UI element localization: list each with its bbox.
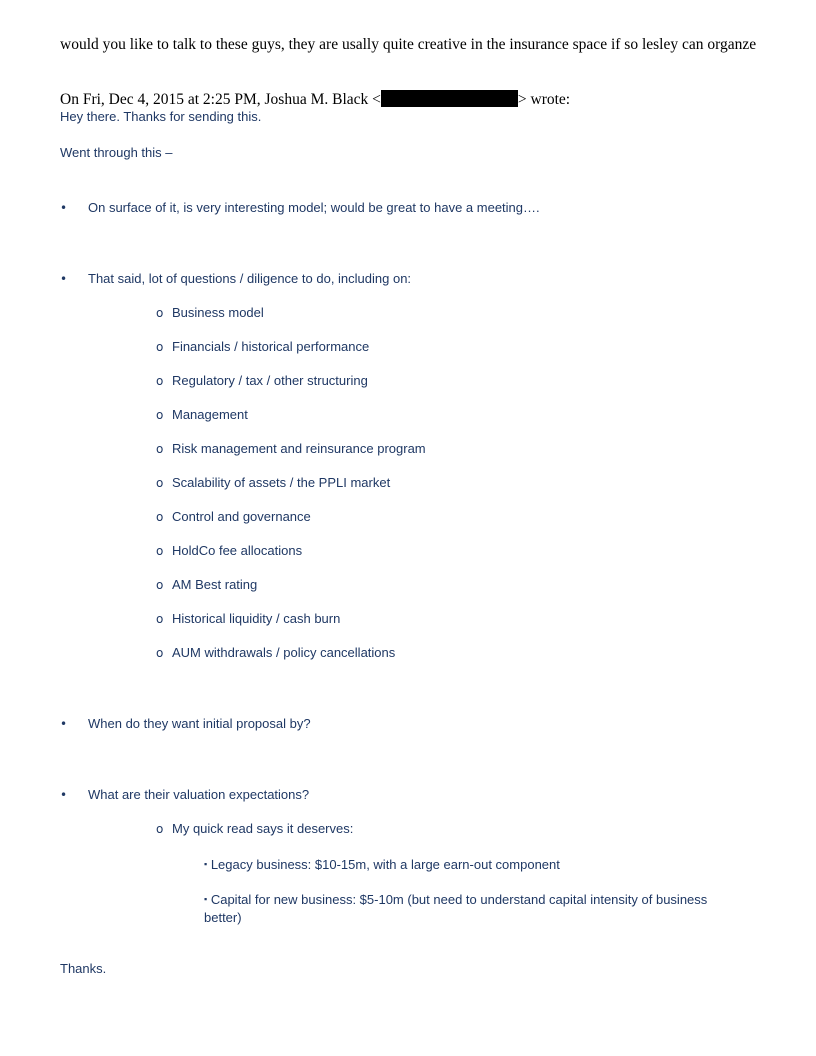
sub-marker: o: [156, 646, 164, 660]
valuation-item-text: Legacy business: $10-15m, with a large earn-out component: [210, 857, 560, 872]
closing: Thanks.: [60, 961, 107, 976]
sub-marker: o: [156, 822, 164, 836]
redacted-email: [381, 90, 518, 107]
bullet-marker: •: [60, 788, 68, 802]
bullet-item: What are their valuation expectations?: [88, 787, 310, 802]
went-through-line: Went through this –: [60, 145, 173, 160]
bullet-marker: •: [60, 272, 68, 286]
sub-marker: o: [156, 510, 164, 524]
greeting: Hey there. Thanks for sending this.: [60, 109, 262, 124]
quoted-header-prefix: On Fri, Dec 4, 2015 at 2:25 PM, Joshua M. Black <: [60, 91, 381, 108]
square-bullet-marker: ▪: [204, 859, 208, 869]
diligence-item: Financials / historical performance: [172, 339, 370, 354]
diligence-item: HoldCo fee allocations: [172, 543, 303, 558]
diligence-item: Control and governance: [172, 509, 311, 524]
diligence-item: Business model: [172, 305, 264, 320]
sub-marker: o: [156, 544, 164, 558]
bullet-item: That said, lot of questions / diligence to do, including on:: [88, 271, 412, 286]
valuation-item-text: Capital for new business: $5-10m (but need to understand capital intensity of business better): [204, 892, 708, 925]
bullet-marker: •: [60, 201, 68, 215]
sub-marker: o: [156, 442, 164, 456]
bullet-marker: •: [60, 717, 68, 731]
sub-marker: o: [156, 306, 164, 320]
valuation-item: [204, 855, 744, 874]
reply-message: would you like to talk to these guys, they are usally quite creative in the insurance space if so lesley can organze: [60, 36, 757, 53]
bullet-item: When do they want initial proposal by?: [88, 716, 311, 731]
sub-marker: o: [156, 374, 164, 388]
diligence-item: Regulatory / tax / other structuring: [172, 373, 368, 388]
diligence-item: Risk management and reinsurance program: [172, 441, 426, 456]
diligence-item: Management: [172, 407, 248, 422]
diligence-item: AUM withdrawals / policy cancellations: [172, 645, 396, 660]
diligence-item: AM Best rating: [172, 577, 258, 592]
diligence-item: Historical liquidity / cash burn: [172, 611, 341, 626]
valuation-sub-item: My quick read says it deserves:: [172, 821, 354, 836]
quoted-header-suffix: > wrote:: [517, 91, 571, 108]
valuation-item: [204, 890, 744, 927]
sub-marker: o: [156, 340, 164, 354]
square-bullet-marker: ▪: [204, 894, 208, 904]
sub-marker: o: [156, 476, 164, 490]
quoted-header: [60, 90, 570, 109]
sub-marker: o: [156, 578, 164, 592]
bullet-item: On surface of it, is very interesting model; would be great to have a meeting….: [88, 200, 540, 215]
sub-marker: o: [156, 408, 164, 422]
sub-marker: o: [156, 612, 164, 626]
diligence-item: Scalability of assets / the PPLI market: [172, 475, 391, 490]
